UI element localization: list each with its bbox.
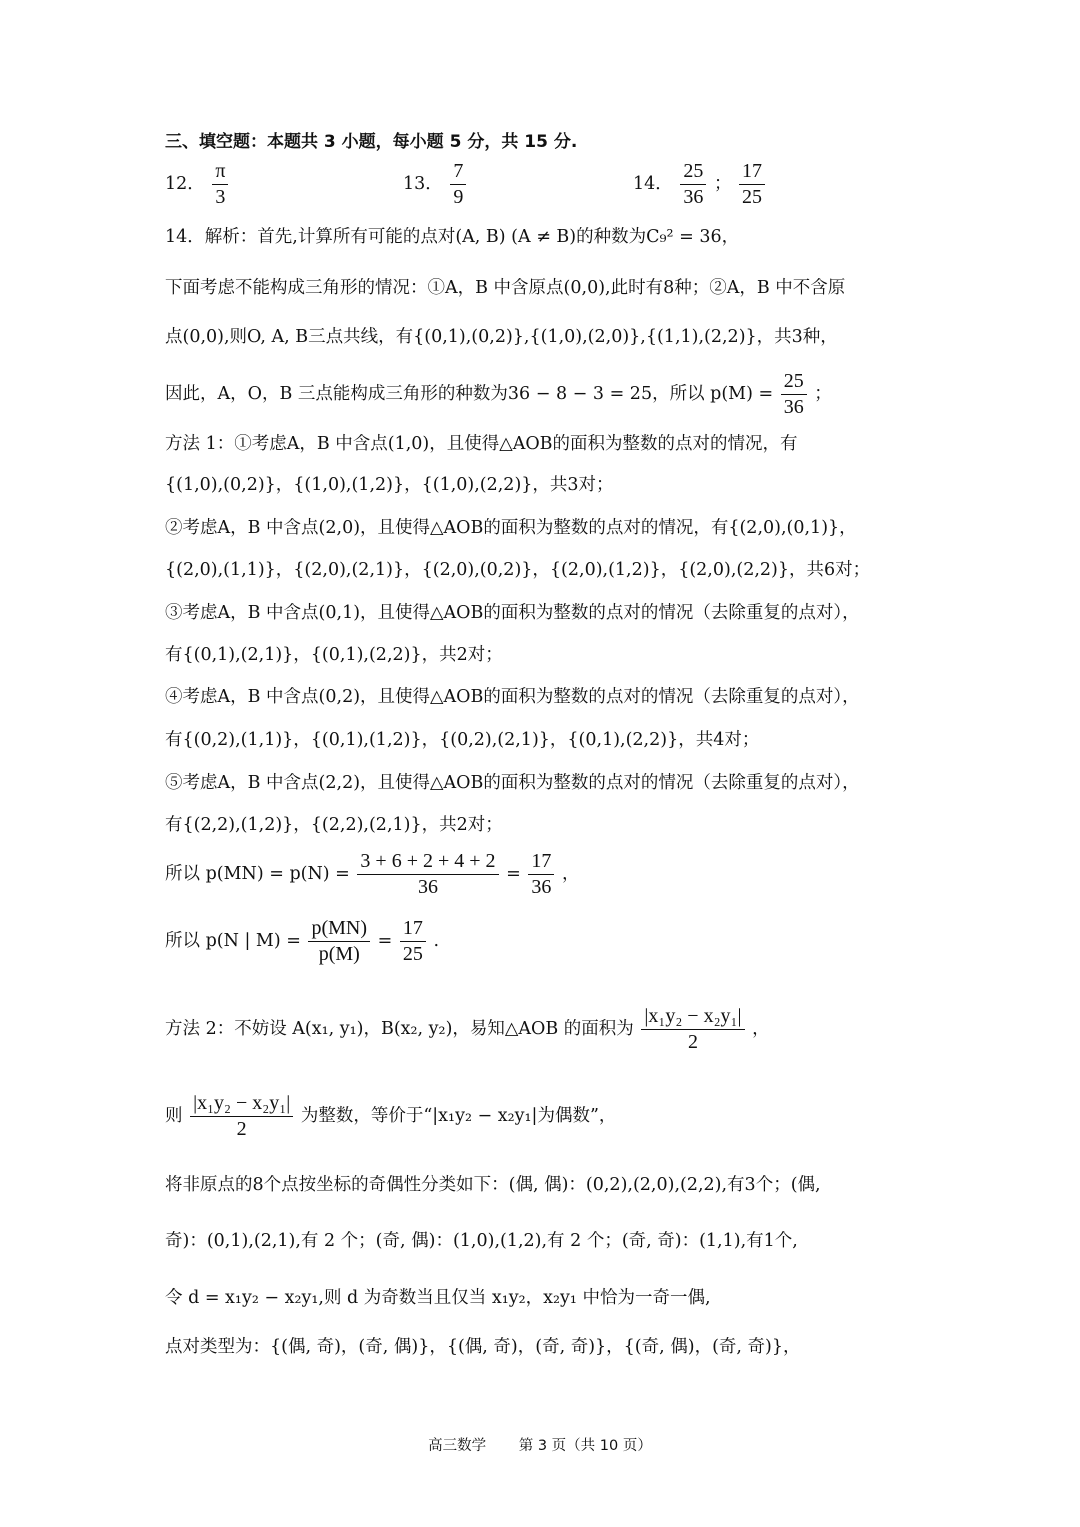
classification-line-2: 奇)：(0,1),(2,1),有 2 个；(奇, 偶)：(1,0),(1,2),有 2 个；(奇, 奇)：(1,1),有1个, (165, 1231, 798, 1251)
method1-line-8: 有{(0,2),(1,1)}，{(0,1),(1,2)}，{(0,2),(2,1)}，{(0,1),(2,2)}，共4对； (165, 730, 760, 750)
answer-12-fraction (212, 160, 228, 209)
pnm-denominator: p(M) (318, 943, 360, 965)
answer-12-label: 12． (165, 174, 205, 194)
answer-13-label: 13． (403, 174, 443, 194)
answer-14b-denominator: 25 (742, 186, 763, 208)
method2-line (165, 1005, 770, 1054)
answer-14-fraction-b (739, 160, 765, 209)
answer-13-fraction (450, 160, 466, 209)
page-footer (0, 1434, 1080, 1455)
pnm-fraction-2 (400, 917, 426, 966)
then-post: 为整数，等价于“|x₁y₂ − x₂y₁|为偶数”， (300, 1106, 617, 1126)
footer-page-number: 第 3 页（共 10 页） (518, 1438, 652, 1454)
pnm-equation (165, 917, 439, 966)
analysis-line-2: 下面考虑不能构成三角形的情况：①A，B 中含原点(0,0),此时有8种；②A，B 中不含原 (165, 278, 846, 298)
pnm-fraction-1 (308, 917, 370, 966)
pmn-denominator: 36 (417, 876, 438, 898)
pmn-numerator: 3 + 6 + 2 + 4 + 2 (357, 850, 498, 875)
answer-12 (165, 160, 230, 209)
method1-line-7: ④考虑A，B 中含点(0,2)，且使得△AOB的面积为整数的点对的情况（去除重复的点对）， (165, 687, 860, 707)
answer-13-numerator: 7 (450, 160, 466, 185)
pmn-denominator-2: 36 (531, 876, 552, 898)
answer-14a-denominator: 36 (683, 186, 704, 208)
footer-subject: 高三数学 (428, 1438, 487, 1454)
method1-line-5: ③考虑A，B 中含点(0,1)，且使得△AOB的面积为整数的点对的情况（去除重复的点对）， (165, 603, 860, 623)
method2-end: ， (752, 1019, 770, 1039)
answer-14b-numerator: 17 (739, 160, 765, 185)
then-prefix: 则 (165, 1106, 183, 1126)
method1-line-1: 方法 1：①考虑A，B 中含点(1,0)，且使得△AOB的面积为整数的点对的情况，有 (165, 434, 798, 454)
answer-12-denominator: 3 (215, 186, 226, 208)
answer-14-separator: ； (713, 174, 732, 194)
answer-14-fraction-a (680, 160, 706, 209)
d-definition-line: 令 d = x₁y₂ − x₂y₁,则 d 为奇数当且仅当 x₁y₂，x₂y₁ 中恰为一奇一偶, (165, 1288, 711, 1308)
method1-line-6: 有{(0,1),(2,1)}，{(0,1),(2,2)}，共2对； (165, 645, 503, 665)
pnm-numerator-2: 17 (400, 917, 426, 942)
integer-denominator: 2 (236, 1118, 247, 1140)
method1-line-4: {(2,0),(1,1)}，{(2,0),(2,1)}，{(2,0),(0,2)}，{(2,0),(1,2)}，{(2,0),(2,2)}，共6对； (165, 560, 871, 580)
pmn-fraction-1 (357, 850, 498, 899)
method2-prefix: 方法 2：不妨设 A(x₁, y₁)，B(x₂, y₂)，易知△AOB 的面积为 (165, 1019, 634, 1039)
area-numerator: |x₁y₂ − x₂y₁| (641, 1005, 744, 1030)
pnm-prefix: 所以 p(N | M) = (165, 931, 301, 951)
integer-numerator: |x₁y₂ − x₂y₁| (190, 1092, 293, 1117)
pmn-equation (165, 850, 579, 899)
pmn-end: ， (561, 864, 580, 884)
answer-14a-numerator: 25 (680, 160, 706, 185)
answer-14-label: 14． (633, 174, 673, 194)
pair-types-line: 点对类型为：{(偶, 奇)，(奇, 偶)}，{(偶, 奇)，(奇, 奇)}，{(奇, 偶)，(奇, 奇)}， (165, 1337, 801, 1357)
integer-fraction (190, 1092, 293, 1141)
pnm-equals: = (377, 931, 393, 951)
analysis-line-3: 点(0,0),则O, A, B三点共线，有{(0,1),(0,2)},{(1,0),(2,0)},{(1,1),(2,2)}，共3种， (165, 327, 838, 347)
pmn-prefix: 所以 p(MN) = p(N) = (165, 864, 350, 884)
answer-13-denominator: 9 (453, 186, 464, 208)
analysis-line-4 (165, 370, 832, 419)
pm-denominator: 36 (783, 396, 804, 418)
method1-line-9: ⑤考虑A，B 中含点(2,2)，且使得△AOB的面积为整数的点对的情况（去除重复的点对）， (165, 773, 860, 793)
method1-line-2: {(1,0),(0,2)}，{(1,0),(1,2)}，{(1,0),(2,2)}，共3对； (165, 475, 614, 495)
area-denominator: 2 (687, 1031, 698, 1053)
pmn-fraction-2 (528, 850, 554, 899)
analysis-line-4-end: ； (814, 384, 832, 404)
analysis-line-1: 14．解析：首先,计算所有可能的点对(A, B) (A ≠ B)的种数为C₉² = 36， (165, 227, 740, 247)
answer-13 (403, 160, 468, 209)
pm-numerator: 25 (781, 370, 807, 395)
integer-condition-line (165, 1092, 616, 1141)
pmn-numerator-2: 17 (528, 850, 554, 875)
answer-14 (633, 160, 767, 209)
classification-line-1: 将非原点的8个点按坐标的奇偶性分类如下：(偶, 偶)：(0,2),(2,0),(2,2),有3个；(偶, (165, 1175, 821, 1195)
method1-line-10: 有{(2,2),(1,2)}，{(2,2),(2,1)}，共2对； (165, 815, 503, 835)
area-fraction (641, 1005, 744, 1054)
analysis-line-4-text: 因此，A，O，B 三点能构成三角形的种数为36 − 8 − 3 = 25，所以 p(M) = (165, 384, 774, 404)
pm-fraction (781, 370, 807, 419)
answer-12-numerator: π (212, 160, 228, 185)
method1-line-3: ②考虑A，B 中含点(2,0)，且使得△AOB的面积为整数的点对的情况，有{(2,0),(0,1)}， (165, 518, 857, 538)
pnm-denominator-2: 25 (402, 943, 423, 965)
pnm-end: . (433, 931, 440, 951)
section-header: 三、填空题：本题共 3 小题，每小题 5 分，共 15 分. (165, 132, 578, 152)
pmn-equals: = (506, 864, 521, 884)
pnm-numerator: p(MN) (308, 917, 370, 942)
